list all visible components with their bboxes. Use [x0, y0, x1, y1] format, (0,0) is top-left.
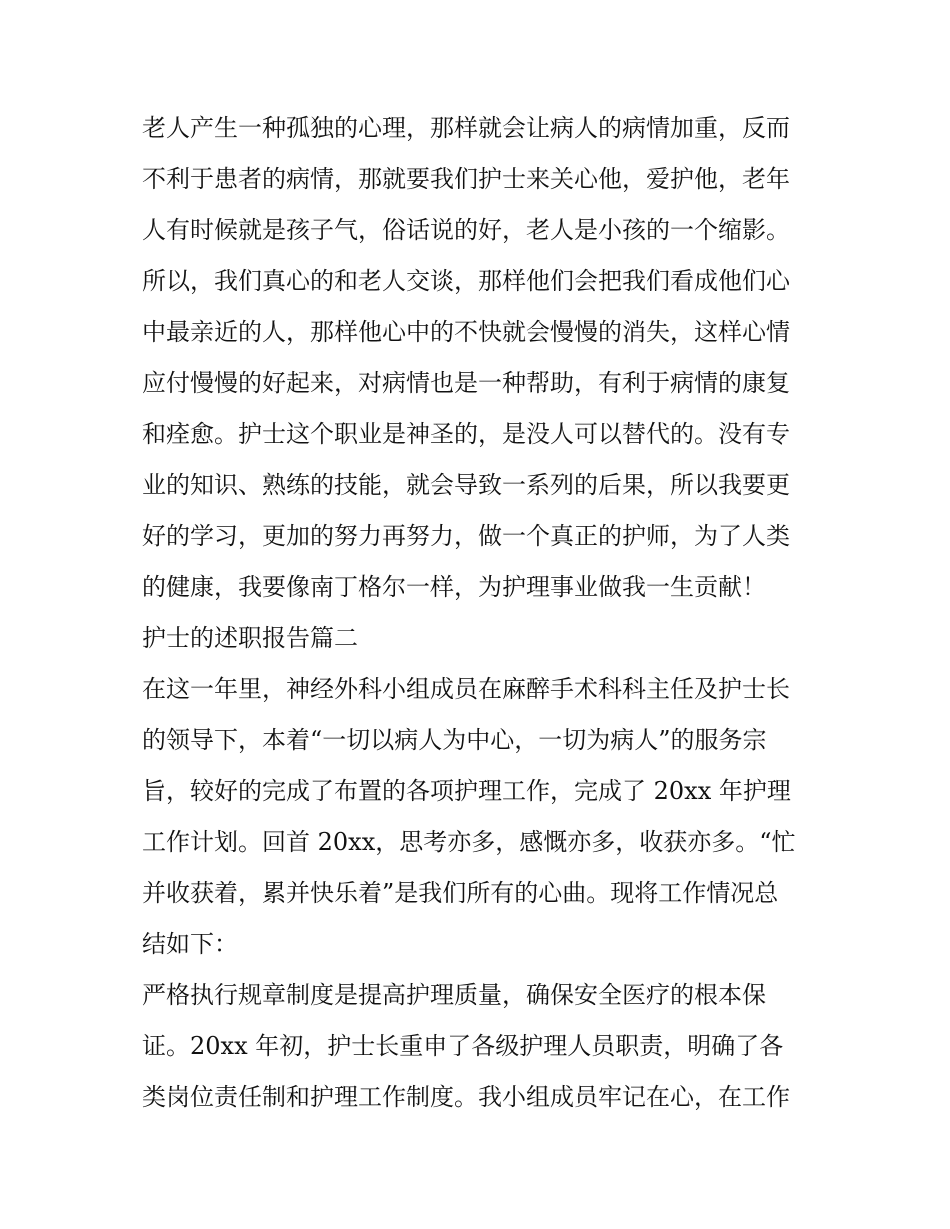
text-line: 旨，较好的完成了布置的各项护理工作，完成了 20xx 年护理	[142, 777, 791, 805]
text-line: 中最亲近的人，那样他心中的不快就会慢慢的消失，这样心情	[142, 318, 790, 346]
text-line: 在这一年里，神经外科小组成员在麻醉手术科科主任及护士长	[142, 675, 790, 703]
text-line: 不利于患者的病情，那就要我们护士来关心他，爱护他，老年	[142, 165, 790, 193]
text-line: 结如下：	[142, 930, 238, 958]
text-line: 类岗位责任制和护理工作制度。我小组成员牢记在心，在工作	[142, 1083, 790, 1111]
text-line: 人有时候就是孩子气，俗话说的好，老人是小孩的一个缩影。	[142, 216, 790, 244]
text-line: 工作计划。回首 20xx，思考亦多，感慨亦多，收获亦多。“忙	[142, 828, 796, 856]
text-line: 应付慢慢的好起来，对病情也是一种帮助，有利于病情的康复	[142, 369, 790, 397]
text-line: 所以，我们真心的和老人交谈，那样他们会把我们看成他们心	[142, 267, 790, 295]
text-line: 并收获着，累并快乐着”是我们所有的心曲。现将工作情况总	[142, 879, 779, 907]
text-line: 好的学习，更加的努力再努力，做一个真正的护师，为了人类	[142, 522, 790, 550]
text-line: 的健康，我要像南丁格尔一样，为护理事业做我一生贡献！	[142, 573, 766, 601]
text-line: 证。20xx 年初，护士长重申了各级护理人员职责，明确了各	[142, 1032, 784, 1060]
text-line: 业的知识、熟练的技能，就会导致一系列的后果，所以我要更	[142, 471, 790, 499]
text-line: 严格执行规章制度是提高护理质量，确保安全医疗的根本保	[142, 981, 766, 1009]
section-heading: 护士的述职报告篇二	[142, 624, 358, 652]
text-line: 老人产生一种孤独的心理，那样就会让病人的病情加重，反而	[142, 114, 790, 142]
text-line: 的领导下，本着“一切以病人为中心，一切为病人”的服务宗	[142, 726, 767, 754]
text-line: 和痊愈。护士这个职业是神圣的，是没人可以替代的。没有专	[142, 420, 790, 448]
document-body	[142, 103, 822, 1123]
